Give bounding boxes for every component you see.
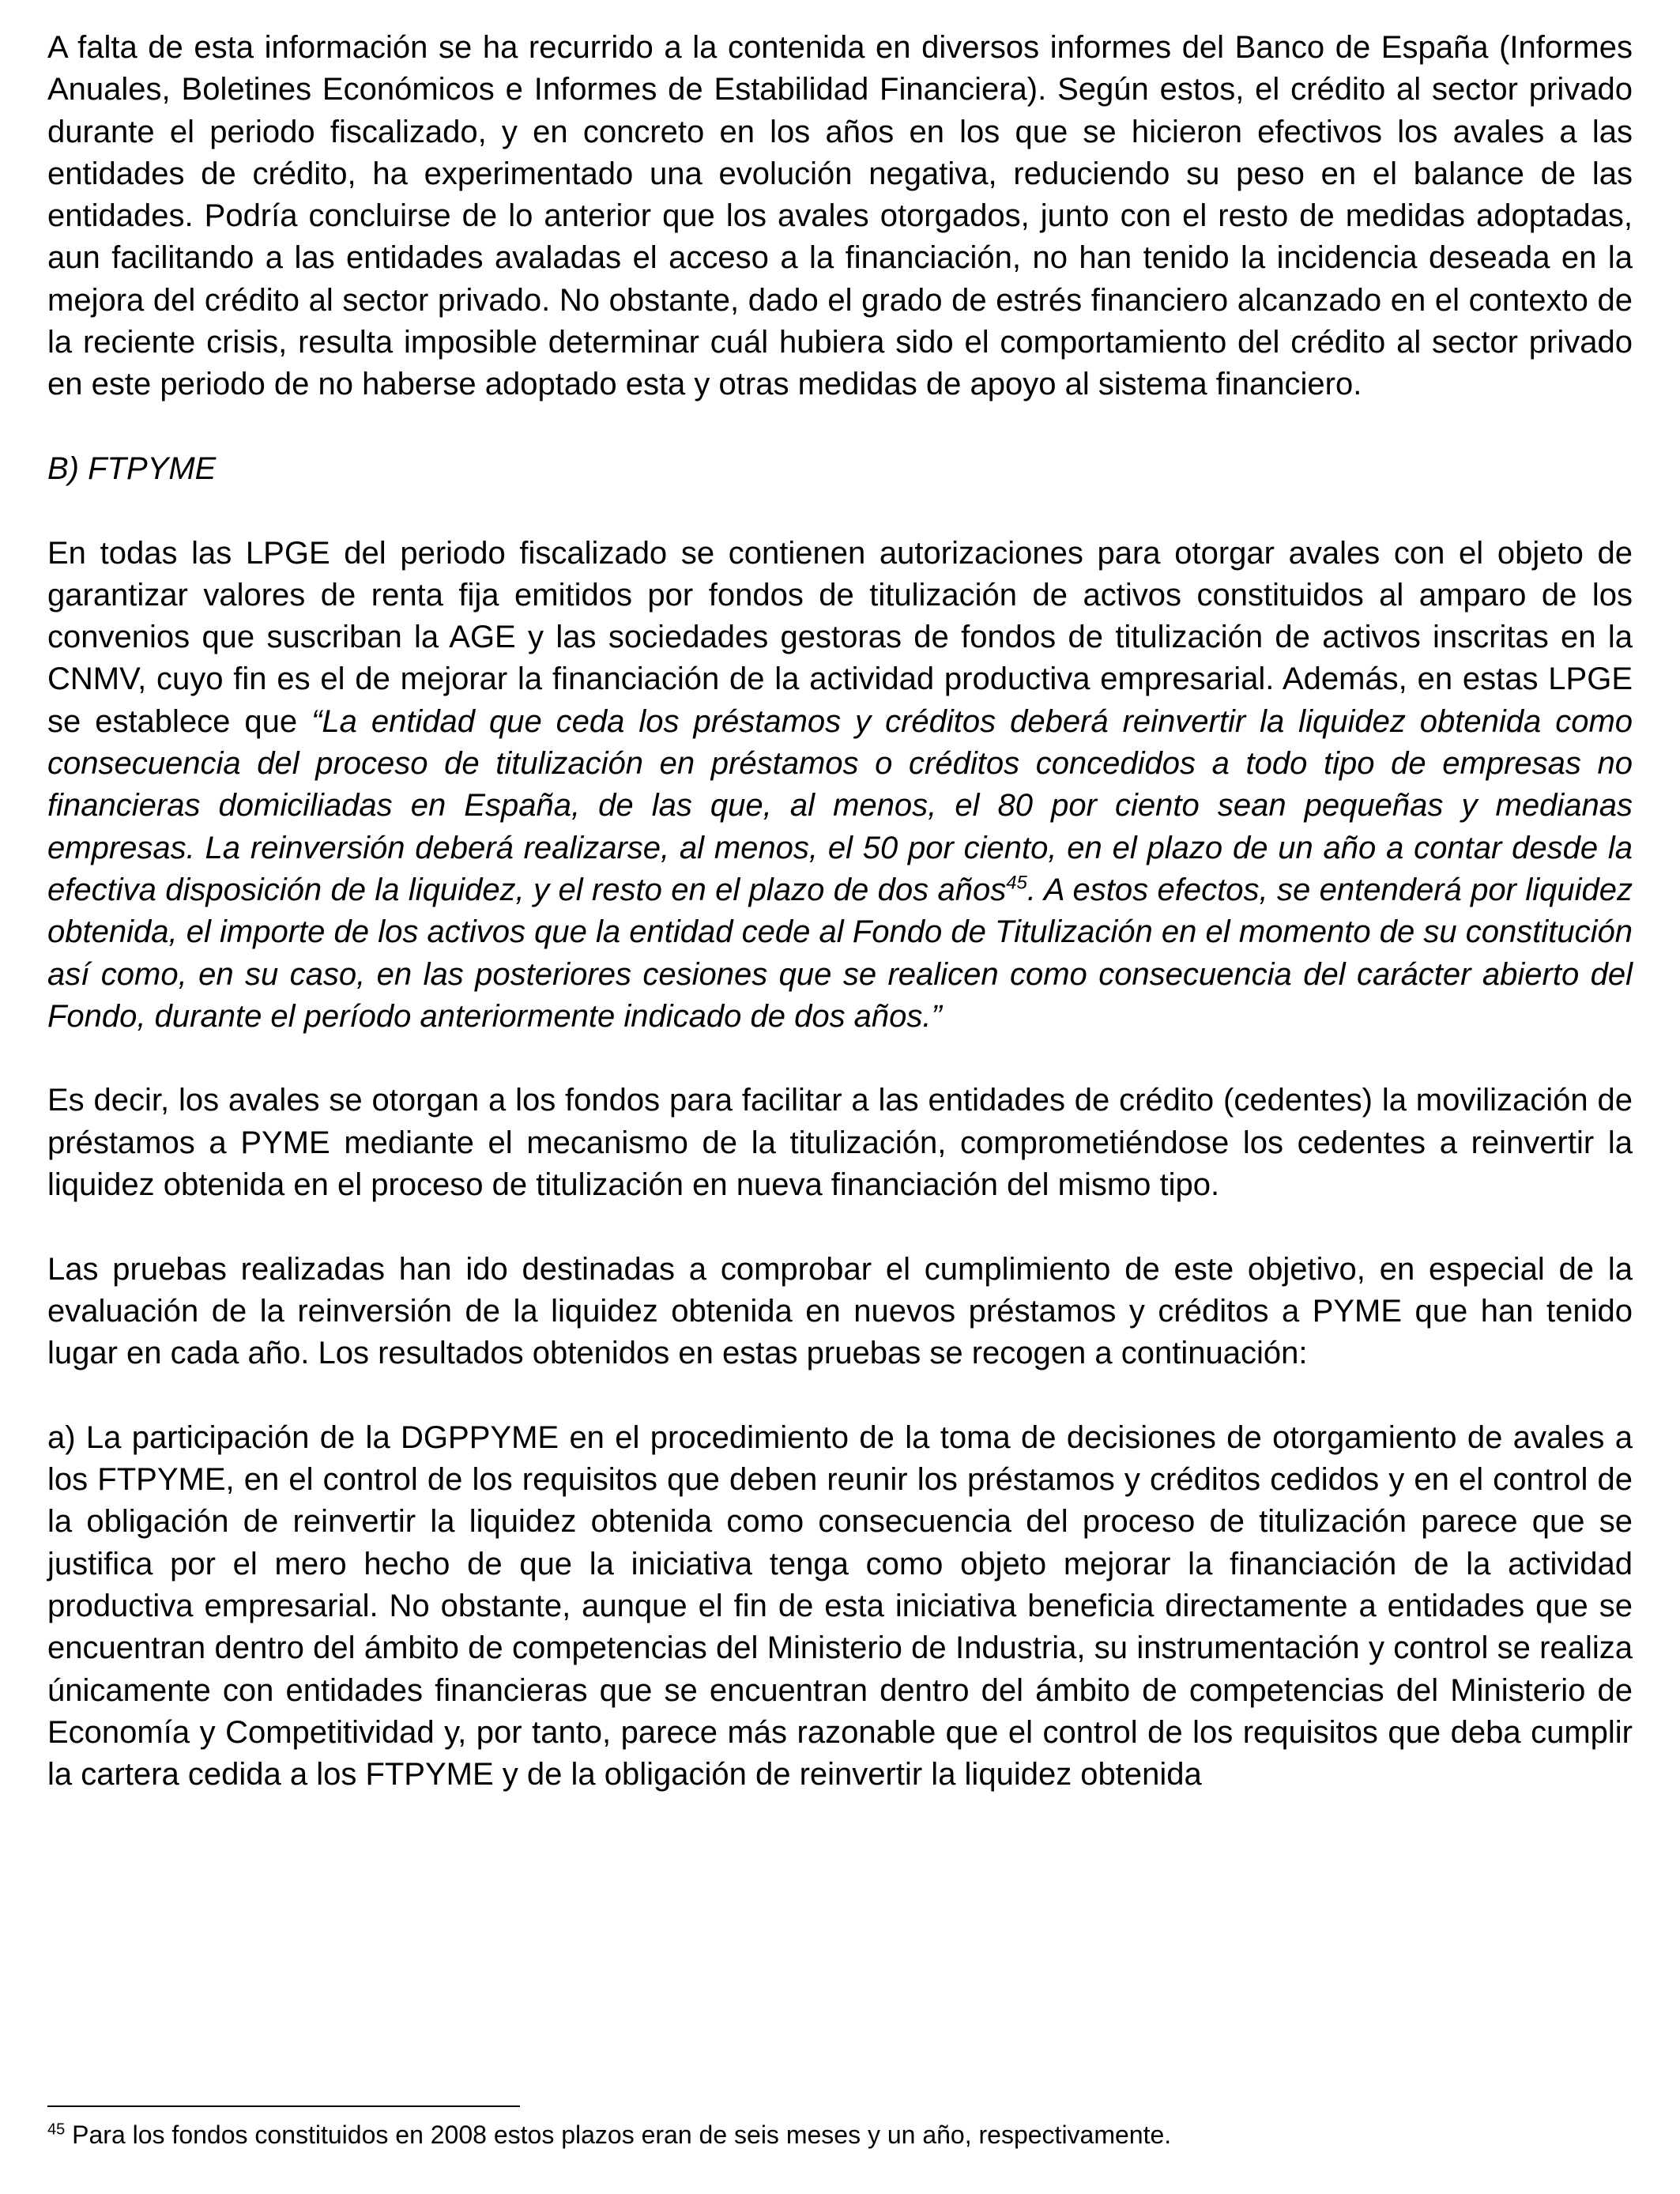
paragraph-tests-performed: Las pruebas realizadas han ido destinadas a comprobar el cumplimiento de este objetivo, en especial de la evaluación de la reinversión de la liquidez obtenida en nuevos préstamos y créditos a PYME que han tenido lugar en cada año. Los resultados obtenidos en estas pruebas se recogen a continuación: xyxy=(47,1251,1633,1371)
lpge-quote-part-a: “La entidad que ceda los préstamos y créditos deberá reinvertir la liquidez obtenida como consecuencia del proceso de titulización en préstamos o créditos concedidos a todo tipo de empresas no financieras domiciliadas en España, de las que, al menos, el 80 por ciento sean pequeñas y medianas empresas. La reinversión deberá realizarse, al menos, el 50 por ciento, en el plazo de un año a contar desde la efectiva disposición de la liquidez, y el resto en el plazo de dos años xyxy=(47,703,1633,907)
paragraph-lpge-authorizations xyxy=(47,533,1633,1039)
footnote-number: 45 xyxy=(47,2120,66,2139)
footnote-text: Para los fondos constituidos en 2008 estos plazos eran de seis meses y un año, respectivamente. xyxy=(65,2120,1172,2149)
footnote-45 xyxy=(47,2118,1633,2151)
paragraph-avales-explanation: Es decir, los avales se otorgan a los fondos para facilitar a las entidades de crédito (cedentes) la movilización de préstamos a PYME mediante el mecanismo de la titulización, comprometiéndose los cedentes a reinvertir la liquidez obtenida en el proceso de titulización en nueva financiación del mismo tipo. xyxy=(47,1083,1633,1203)
lpge-quote-part-b: . A estos efectos, se entenderá por liquidez obtenida, el importe de los activos que la entidad cede al Fondo de Titulización en el momento de su constitución así como, en su caso, en las posteriores cesiones que se realicen como consecuencia del carácter abierto del Fondo, durante el período anteriormente indicado de dos años.” xyxy=(47,872,1633,1034)
section-heading-ftpyme: B) FTPYME xyxy=(47,450,217,486)
paragraph-bank-of-spain-reports: A falta de esta información se ha recurrido a la contenida en diversos informes del Banco de España (Informes Anuales, Boletines Económicos e Informes de Estabilidad Financiera). Según estos, el crédito al sector privado durante el periodo fiscalizado, y en concreto en los años en los que se hicieron efectivos los avales a las entidades de crédito, ha experimentado una evolución negativa, reduciendo su peso en el balance de las entidades. Podría concluirse de lo anterior que los avales otorgados, junto con el resto de medidas adoptadas, aun facilitando a las entidades avaladas el acceso a la financiación, no han tenido la incidencia deseada en la mejora del crédito al sector privado. No obstante, dado el grado de estrés financiero alcanzado en el contexto de la reciente crisis, resulta imposible determinar cuál hubiera sido el comportamiento del crédito al sector privado en este periodo de no haberse adoptado esta y otras medidas de apoyo al sistema financiero. xyxy=(47,30,1633,402)
lpge-intro-text: En todas las LPGE del periodo fiscalizado se contienen autorizaciones para otorgar avales con el objeto de garantizar valores de renta fija emitidos por fondos de titulización de activos constituidos al amparo de los convenios que suscriban la AGE y las sociedades gestoras de fondos de titulización de activos inscritas en la CNMV, cuyo fin es el de mejorar la financiación de la actividad productiva empresarial. Además, en estas LPGE se establece que xyxy=(47,535,1633,739)
footnote-separator xyxy=(47,2105,520,2107)
paragraph-dgppyme-participation: a) La participación de la DGPPYME en el procedimiento de la toma de decisiones de otorgamiento de avales a los FTPYME, en el control de los requisitos que deben reunir los préstamos y créditos cedidos y en el control de la obligación de reinvertir la liquidez obtenida como consecuencia del proceso de titulización parece que se justifica por el mero hecho de que la iniciativa tenga como objeto mejorar la financiación de la actividad productiva empresarial. No obstante, aunque el fin de esta iniciativa beneficia directamente a entidades que se encuentran dentro del ámbito de competencias del Ministerio de Industria, su instrumentación y control se realiza únicamente con entidades financieras que se encuentran dentro del ámbito de competencias del Ministerio de Economía y Competitividad y, por tanto, parece más razonable que el control de los requisitos que deba cumplir la cartera cedida a los FTPYME y de la obligación de reinvertir la liquidez obtenida xyxy=(47,1419,1633,1793)
footnote-reference-45[interactable]: 45 xyxy=(1006,872,1027,894)
document-body xyxy=(47,27,1633,1796)
